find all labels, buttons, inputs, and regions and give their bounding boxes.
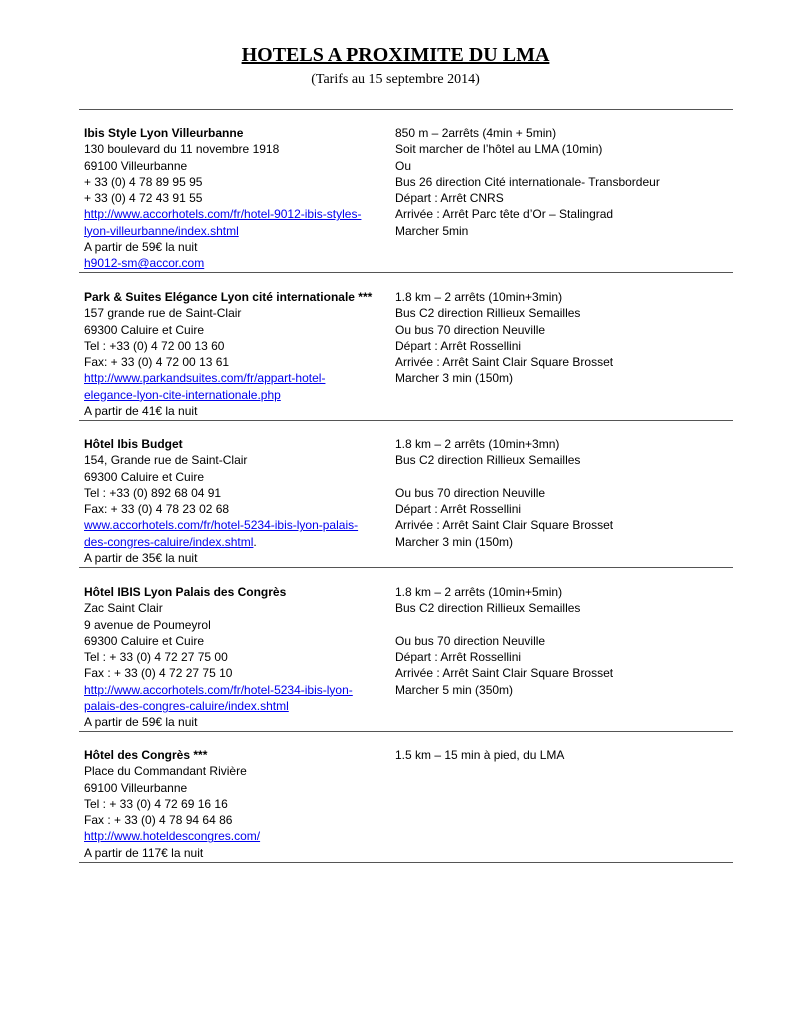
address-line: 154, Grande rue de Saint-Clair <box>84 453 248 468</box>
divider <box>79 862 733 863</box>
divider <box>79 109 733 110</box>
price-line: A partir de 59€ la nuit <box>84 715 198 730</box>
hotel-info <box>84 747 389 861</box>
address-line: 9 avenue de Poumeyrol <box>84 617 211 632</box>
hotel-name: Park & Suites Elégance Lyon cité internationale *** <box>84 290 373 304</box>
direction-line <box>395 469 725 485</box>
direction-line <box>395 617 725 633</box>
direction-line: Marcher 3 min (150m) <box>395 371 514 386</box>
direction-line: Bus C2 direction Rillieux Semailles <box>395 453 581 468</box>
address-line: Place du Commandant Rivière <box>84 764 247 779</box>
hotel-website-link[interactable]: palais-des-congres-caluire/index.shtml <box>84 699 289 714</box>
phone-line: Tel : + 33 (0) 4 72 27 75 00 <box>84 650 228 665</box>
address-line: Zac Saint Clair <box>84 601 163 616</box>
direction-line: 1.8 km – 2 arrêts (10min+3mn) <box>395 437 560 451</box>
direction-line: Départ : Arrêt Rossellini <box>395 650 522 665</box>
price-line: A partir de 35€ la nuit <box>84 551 198 566</box>
hotel-name: Ibis Style Lyon Villeurbanne <box>84 126 244 140</box>
phone-line: + 33 (0) 4 78 89 95 95 <box>84 174 203 189</box>
direction-line: Arrivée : Arrêt Parc tête d’Or – Stalingrad <box>395 207 614 222</box>
address-line: 69300 Caluire et Cuire <box>84 633 205 648</box>
page-subtitle: (Tarifs au 15 septembre 2014) <box>311 72 480 87</box>
url-line <box>84 534 389 550</box>
hotel-website-link[interactable]: elegance-lyon-cite-internationale.php <box>84 387 281 402</box>
address-line: 69300 Caluire et Cuire <box>84 322 205 337</box>
phone-line: Fax : + 33 (0) 4 72 27 75 10 <box>84 666 233 681</box>
direction-line: Départ : Arrêt CNRS <box>395 191 504 206</box>
phone-line: Tel : + 33 (0) 4 72 69 16 16 <box>84 796 228 811</box>
divider <box>79 272 733 273</box>
address-line: 69100 Villeurbanne <box>84 158 188 173</box>
phone-line: Fax: + 33 (0) 4 72 00 13 61 <box>84 355 230 370</box>
hotel-website-link[interactable]: www.accorhotels.com/fr/hotel-5234-ibis-lyon-palais- <box>84 518 359 533</box>
address-line: 157 grande rue de Saint-Clair <box>84 306 242 321</box>
hotel-website-link[interactable]: lyon-villeurbanne/index.shtml <box>84 223 239 238</box>
hotel-website-link[interactable]: http://www.accorhotels.com/fr/hotel-9012-ibis-styles- <box>84 207 362 222</box>
divider <box>79 567 733 568</box>
phone-line: Tel : +33 (0) 892 68 04 91 <box>84 485 222 500</box>
page-title: HOTELS A PROXIMITE DU LMA <box>241 44 550 66</box>
direction-line: Arrivée : Arrêt Saint Clair Square Brosset <box>395 355 614 370</box>
price-line: A partir de 59€ la nuit <box>84 240 198 255</box>
directions <box>395 584 725 698</box>
direction-line: Arrivée : Arrêt Saint Clair Square Brosset <box>395 666 614 681</box>
url-suffix: . <box>253 534 257 549</box>
price-line: A partir de 41€ la nuit <box>84 404 198 419</box>
hotel-website-link[interactable]: http://www.parkandsuites.com/fr/appart-hotel- <box>84 371 326 386</box>
hotel-info <box>84 289 389 419</box>
hotel-name: Hôtel IBIS Lyon Palais des Congrès <box>84 585 287 599</box>
phone-line: Tel : +33 (0) 4 72 00 13 60 <box>84 338 225 353</box>
hotel-info <box>84 436 389 566</box>
direction-line: 1.8 km – 2 arrêts (10min+5min) <box>395 585 563 599</box>
hotel-name: Hôtel des Congrès *** <box>84 748 208 762</box>
direction-line: 1.5 km – 15 min à pied, du LMA <box>395 748 565 762</box>
direction-line: Bus C2 direction Rillieux Semailles <box>395 306 581 321</box>
direction-line: Bus 26 direction Cité internationale- Transbordeur <box>395 174 660 189</box>
directions <box>395 125 725 239</box>
address-line: 69300 Caluire et Cuire <box>84 469 205 484</box>
hotel-email-link[interactable]: h9012-sm@accor.com <box>84 256 205 271</box>
direction-line: Ou <box>395 158 412 173</box>
direction-line: Départ : Arrêt Rossellini <box>395 338 522 353</box>
direction-line: Départ : Arrêt Rossellini <box>395 502 522 517</box>
direction-line: 850 m – 2arrêts (4min + 5min) <box>395 126 557 140</box>
address-line: 69100 Villeurbanne <box>84 780 188 795</box>
phone-line: Fax : + 33 (0) 4 78 94 64 86 <box>84 813 233 828</box>
direction-line: Bus C2 direction Rillieux Semailles <box>395 601 581 616</box>
direction-line: 1.8 km – 2 arrêts (10min+3min) <box>395 290 563 304</box>
direction-line: Ou bus 70 direction Neuville <box>395 633 546 648</box>
direction-line: Marcher 3 min (150m) <box>395 534 514 549</box>
direction-line: Marcher 5min <box>395 223 469 238</box>
address-line: 130 boulevard du 11 novembre 1918 <box>84 142 280 157</box>
direction-line: Soit marcher de l’hôtel au LMA (10min) <box>395 142 603 157</box>
hotel-name: Hôtel Ibis Budget <box>84 437 183 451</box>
divider <box>79 731 733 732</box>
hotel-website-link[interactable]: http://www.accorhotels.com/fr/hotel-5234-ibis-lyon- <box>84 682 353 697</box>
direction-line: Arrivée : Arrêt Saint Clair Square Brosset <box>395 518 614 533</box>
direction-line: Ou bus 70 direction Neuville <box>395 322 546 337</box>
directions <box>395 289 725 387</box>
hotel-website-link[interactable]: des-congres-caluire/index.shtml <box>84 534 254 549</box>
directions <box>395 436 725 550</box>
directions <box>395 747 725 763</box>
direction-line: Ou bus 70 direction Neuville <box>395 485 546 500</box>
direction-line: Marcher 5 min (350m) <box>395 682 514 697</box>
price-line: A partir de 117€ la nuit <box>84 845 204 860</box>
hotel-website-link[interactable]: http://www.hoteldescongres.com/ <box>84 829 261 844</box>
divider <box>79 420 733 421</box>
hotel-info <box>84 125 389 272</box>
hotel-info <box>84 584 389 731</box>
phone-line: + 33 (0) 4 72 43 91 55 <box>84 191 203 206</box>
phone-line: Fax: + 33 (0) 4 78 23 02 68 <box>84 502 230 517</box>
